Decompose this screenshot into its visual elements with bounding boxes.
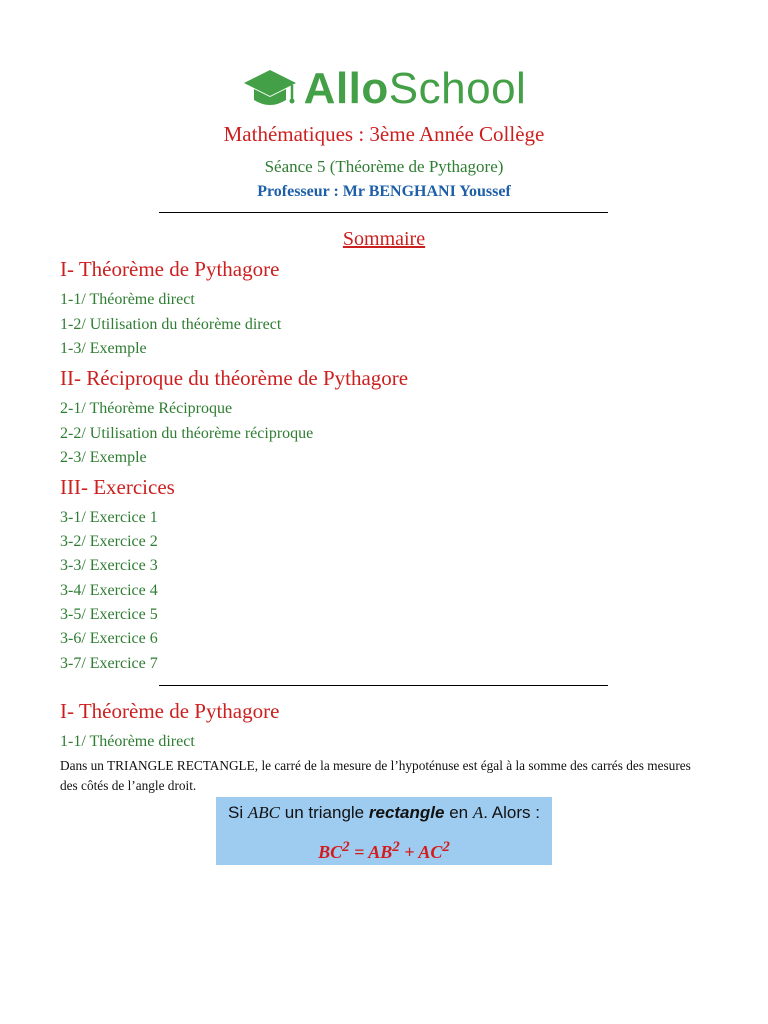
summary-item: 1-2/ Utilisation du théorème direct xyxy=(60,316,282,333)
math-ab: AB xyxy=(368,842,393,862)
text-si: Si xyxy=(228,803,244,822)
exp-1: 2 xyxy=(342,839,350,855)
subsection-title: 1-1/ Théorème direct xyxy=(60,733,195,750)
math-ac: AC xyxy=(418,842,443,862)
summary-title: Sommaire xyxy=(342,228,426,250)
summary-item: 2-2/ Utilisation du théorème réciproque xyxy=(60,425,314,442)
text-en: en xyxy=(449,803,469,822)
logo-text-bold: Allo xyxy=(303,64,389,113)
math-eq: = xyxy=(354,842,365,862)
math-bc: BC xyxy=(318,842,343,862)
summary-item: 3-2/ Exercice 2 xyxy=(60,533,158,550)
theorem-paragraph: Dans un TRIANGLE RECTANGLE, le carré de la mesure de l’hypoténuse est égal à la somme des carrés des mesures des côtés de l’angle droit. xyxy=(60,758,691,793)
seance-title: Séance 5 (Théorème de Pythagore) xyxy=(264,157,504,176)
summary-item: 1-1/ Théorème direct xyxy=(60,291,195,308)
summary-section-3: III- Exercices xyxy=(60,475,175,499)
math-a: A xyxy=(472,803,484,822)
logo xyxy=(0,64,768,114)
summary-item: 3-1/ Exercice 1 xyxy=(60,509,158,526)
subject-title: Mathématiques : 3ème Année Collège xyxy=(223,122,545,146)
divider xyxy=(159,685,608,686)
text-un-triangle: un triangle xyxy=(284,803,365,822)
summary-item: 1-3/ Exemple xyxy=(60,340,147,357)
exp-3: 2 xyxy=(442,839,450,855)
summary-item: 3-7/ Exercice 7 xyxy=(60,655,158,672)
pythagoras-formula xyxy=(216,839,552,863)
math-abc: ABC xyxy=(247,803,281,822)
theorem-statement xyxy=(216,803,552,823)
summary-item: 3-4/ Exercice 4 xyxy=(60,582,158,599)
summary-section-1: I- Théorème de Pythagore xyxy=(60,257,280,281)
graduation-cap-icon xyxy=(242,66,298,112)
theorem-box xyxy=(216,797,552,865)
summary-item: 3-3/ Exercice 3 xyxy=(60,557,158,574)
text-alors: . Alors : xyxy=(483,803,540,822)
math-plus: + xyxy=(404,842,415,862)
summary-item: 3-5/ Exercice 5 xyxy=(60,606,158,623)
summary-item: 3-6/ Exercice 6 xyxy=(60,630,158,647)
summary-item: 2-1/ Théorème Réciproque xyxy=(60,400,233,417)
exp-2: 2 xyxy=(392,839,400,855)
text-rectangle: rectangle xyxy=(368,803,445,822)
divider xyxy=(159,212,608,213)
professor-name: Professeur : Mr BENGHANI Youssef xyxy=(257,183,511,200)
summary-item: 2-3/ Exemple xyxy=(60,449,147,466)
logo-text-light: School xyxy=(388,64,527,113)
summary-section-2: II- Réciproque du théorème de Pythagore xyxy=(60,366,409,390)
logo-text xyxy=(304,64,527,114)
section-title: I- Théorème de Pythagore xyxy=(60,699,280,723)
